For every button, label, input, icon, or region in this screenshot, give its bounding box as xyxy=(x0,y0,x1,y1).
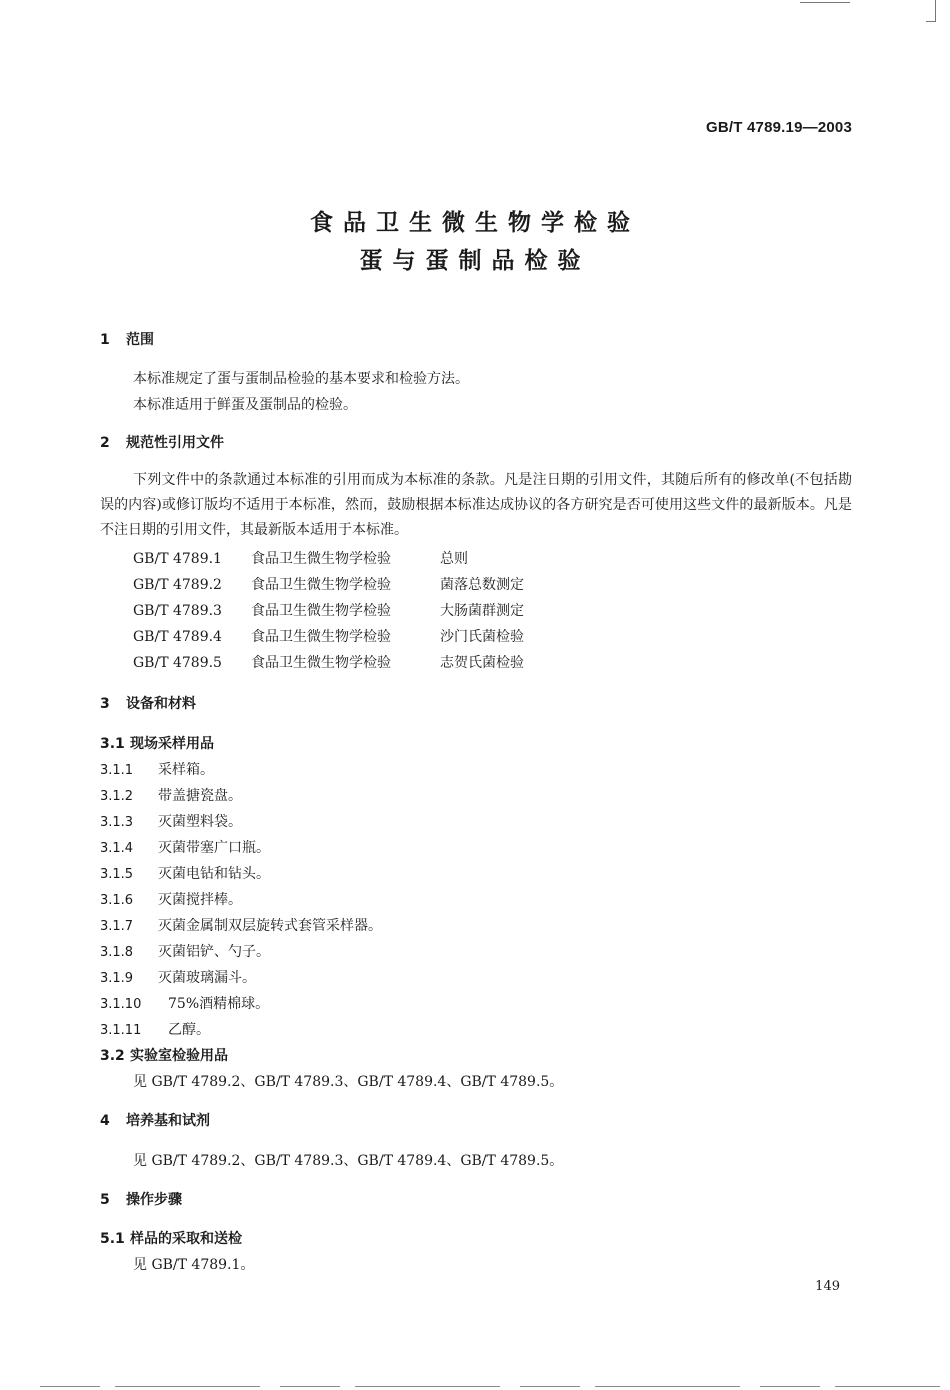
ref-code: GB/T 4789.1 xyxy=(133,551,222,567)
paragraph: 下列文件中的条款通过本标准的引用而成为本标准的条款。凡是注日期的引用文件，其随后所有的修改单(不包括勘误的内容)或修订版均不适用于本标准，然而，鼓励根据本标准达成协议的各方研究是否可使用这些文件的最新版本。凡是不注日期的引用文件，其最新版本适用于本标准。 xyxy=(100,472,852,538)
subsection-title: 现场采样用品 xyxy=(130,736,214,752)
ref-subtitle: 总则 xyxy=(440,551,468,567)
ref-subtitle: 沙门氏菌检验 xyxy=(440,629,524,645)
item-number: 3.1.9 xyxy=(100,971,134,986)
section-title: 设备和材料 xyxy=(126,696,196,712)
item-text: 灭菌塑料袋。 xyxy=(158,814,242,830)
list-item xyxy=(100,967,256,987)
ref-name: 食品卫生微生物学检验 xyxy=(251,551,391,567)
item-number: 3.1.3 xyxy=(100,815,134,830)
paragraph: 本标准适用于鲜蛋及蛋制品的检验。 xyxy=(133,397,357,413)
item-text: 灭菌金属制双层旋转式套管采样器。 xyxy=(158,918,382,934)
scan-edge-mark xyxy=(935,0,936,22)
list-item xyxy=(100,915,382,935)
title-line-1: 食品卫生微生物学检验 xyxy=(310,210,640,236)
list-item xyxy=(100,837,270,857)
item-text: 灭菌电钻和钻头。 xyxy=(158,866,270,882)
ref-code: GB/T 4789.3 xyxy=(133,603,222,619)
standard-code: GB/T 4789.19—2003 xyxy=(706,119,852,136)
ref-subtitle: 菌落总数测定 xyxy=(440,577,524,593)
item-text: 灭菌带塞广口瓶。 xyxy=(158,840,270,856)
item-number: 3.1.7 xyxy=(100,919,134,934)
ref-code: GB/T 4789.5 xyxy=(133,655,222,671)
item-text: 采样箱。 xyxy=(158,762,214,778)
subsection-title: 样品的采取和送检 xyxy=(130,1231,242,1247)
paragraph: 见 GB/T 4789.2、GB/T 4789.3、GB/T 4789.4、GB/T 4789.5。 xyxy=(133,1074,564,1090)
title-line-2: 蛋与蛋制品检验 xyxy=(359,248,591,274)
section-1-heading xyxy=(100,329,154,349)
list-item xyxy=(100,759,214,779)
list-item xyxy=(100,993,269,1013)
list-item xyxy=(100,811,242,831)
section-3-heading xyxy=(100,693,196,713)
ref-subtitle: 大肠菌群测定 xyxy=(440,603,524,619)
reference-row xyxy=(133,626,524,646)
section-4-heading xyxy=(100,1110,210,1130)
list-item xyxy=(100,863,270,883)
item-text: 乙醇。 xyxy=(168,1022,210,1038)
item-text: 75%酒精棉球。 xyxy=(168,996,270,1012)
item-text: 灭菌铝铲、勺子。 xyxy=(158,944,270,960)
subsection-number: 5.1 xyxy=(100,1231,125,1247)
list-item xyxy=(100,889,242,909)
item-number: 3.1.11 xyxy=(100,1023,142,1038)
item-number: 3.1.2 xyxy=(100,789,134,804)
subsection-title: 实验室检验用品 xyxy=(130,1048,228,1064)
item-text: 带盖搪瓷盘。 xyxy=(158,788,242,804)
ref-name: 食品卫生微生物学检验 xyxy=(251,603,391,619)
item-text: 灭菌搅拌棒。 xyxy=(158,892,242,908)
item-number: 3.1.6 xyxy=(100,893,134,908)
scan-bottom-rule xyxy=(40,1386,940,1387)
section-2-heading xyxy=(100,432,224,452)
ref-name: 食品卫生微生物学检验 xyxy=(251,577,391,593)
reference-row xyxy=(133,600,524,620)
reference-row xyxy=(133,548,468,568)
section-title: 培养基和试剂 xyxy=(126,1113,210,1129)
section-title: 范围 xyxy=(126,332,154,348)
subsection-3-1-heading xyxy=(100,733,214,753)
item-number: 3.1.5 xyxy=(100,867,134,882)
item-number: 3.1.10 xyxy=(100,997,142,1012)
paragraph: 本标准规定了蛋与蛋制品检验的基本要求和检验方法。 xyxy=(133,371,469,387)
list-item xyxy=(100,1019,210,1039)
section-number: 5 xyxy=(100,1192,110,1208)
ref-code: GB/T 4789.2 xyxy=(133,577,222,593)
subsection-number: 3.2 xyxy=(100,1048,125,1064)
section-5-heading xyxy=(100,1189,182,1209)
subsection-3-2-heading xyxy=(100,1045,228,1065)
reference-row xyxy=(133,652,524,672)
section-number: 1 xyxy=(100,332,110,348)
section-title: 规范性引用文件 xyxy=(126,435,224,451)
list-item xyxy=(100,941,270,961)
section-title: 操作步骤 xyxy=(126,1192,182,1208)
item-number: 3.1.8 xyxy=(100,945,134,960)
section-number: 3 xyxy=(100,696,110,712)
subsection-5-1-heading xyxy=(100,1228,242,1248)
paragraph: 见 GB/T 4789.1。 xyxy=(133,1257,255,1273)
ref-code: GB/T 4789.4 xyxy=(133,629,222,645)
item-text: 灭菌玻璃漏斗。 xyxy=(158,970,256,986)
ref-name: 食品卫生微生物学检验 xyxy=(251,629,391,645)
item-number: 3.1.1 xyxy=(100,763,134,778)
paragraph: 见 GB/T 4789.2、GB/T 4789.3、GB/T 4789.4、GB/T 4789.5。 xyxy=(133,1153,564,1169)
ref-name: 食品卫生微生物学检验 xyxy=(251,655,391,671)
scan-edge-mark xyxy=(800,2,850,3)
subsection-number: 3.1 xyxy=(100,736,125,752)
item-number: 3.1.4 xyxy=(100,841,134,856)
page-number: 149 xyxy=(815,1279,840,1294)
reference-row xyxy=(133,574,524,594)
scan-edge-mark xyxy=(926,21,936,22)
section-number: 2 xyxy=(100,435,110,451)
ref-subtitle: 志贺氏菌检验 xyxy=(440,655,524,671)
list-item xyxy=(100,785,242,805)
section-number: 4 xyxy=(100,1113,110,1129)
